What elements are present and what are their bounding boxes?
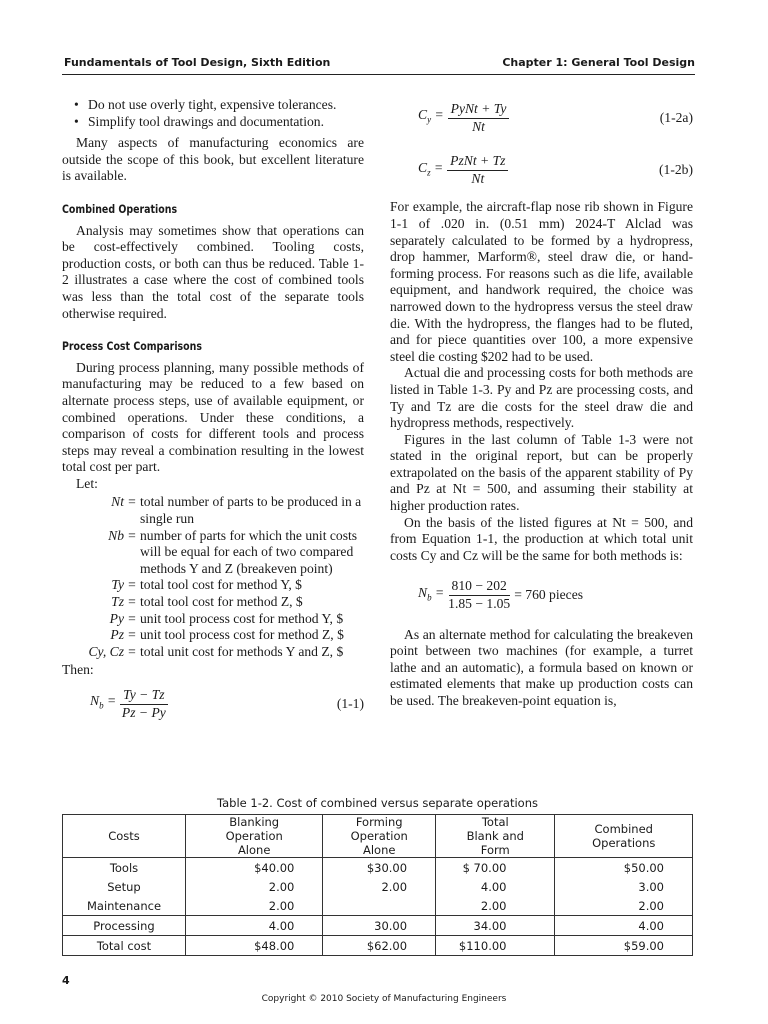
definition-row: Nt = total number of parts to be produced in a single run [62,494,364,527]
right-column [390,101,693,710]
equation-number: (1-1) [336,695,364,711]
table-caption: Table 1-2. Cost of combined versus separate operations [217,796,538,810]
table-cell: 34.00 [436,916,555,936]
table-header-cell: Costs [63,815,186,858]
definition-row: Tz = total tool cost for method Z, $ [62,594,364,611]
table-row [63,877,693,896]
table-cell: Tools [63,858,186,878]
running-header-title: Fundamentals of Tool Design, Sixth Edition [64,56,331,69]
paragraph: On the basis of the listed figures at Nt = 500, and from Equation 1-1, the production at which total unit costs Cy and Cz will be the same for both methods is: [390,514,693,563]
definition-symbol: Tz [111,594,124,610]
definition-symbol: Cy, Cz [88,643,124,659]
table-header-row [63,815,693,858]
table-cell: Total cost [63,936,186,956]
definition-symbol: Py [109,610,124,626]
table-header-cell: Total Blank and Form [436,815,555,858]
bullet-item: • Simplify tool drawings and documentation. [74,113,324,129]
equation-1-2a: $C_y$ = $\frac{\text{PyNt + Ty}}{Nt}$ (1-2a) [418,101,693,134]
table-cell: $50.00 [555,858,693,878]
variable-definitions [62,494,364,660]
left-column [62,97,364,721]
definition-text: total tool cost for method Z, $ [140,594,303,610]
definition-text: total tool cost for method Y, $ [140,577,302,593]
definition-row: Py = unit tool process cost for method Y, $ [62,611,364,628]
equation-number: (1-2b) [659,161,693,177]
section-heading: Process Cost Comparisons [62,339,202,354]
table-cell: Setup [63,877,186,896]
table-header-cell: Combined Operations [555,815,693,858]
table-row [63,916,693,936]
definition-text: total unit cost for methods Y and Z, $ [140,643,344,659]
equation-1-2b: $C_z$ = $\frac{\text{PzNt + Tz}}{Nt}$ (1-2b) [418,153,693,186]
page-number: 4 [62,974,70,987]
table-cell: 4.00 [436,877,555,896]
equation-result: = 760 pieces [514,587,584,603]
table-cell: $30.00 [323,858,436,878]
table-cell: $59.00 [555,936,693,956]
definition-text: total number of parts to be produced in a single run [140,494,362,527]
equation-denominator: Nt [471,170,485,186]
definition-row: Cy, Cz = total unit cost for methods Y and Z, $ [62,644,364,661]
definition-text: unit tool process cost for method Y, $ [140,610,344,626]
table-row [63,896,693,916]
definition-text: unit tool process cost for method Z, $ [140,627,344,643]
section-heading: Combined Operations [62,201,178,216]
paragraph: Analysis may sometimes show that operations can be cost-effectively combined. Tooling costs, production costs, or both can thus be reduced. Table 1-2 illustrates a case where the cost of combined tools was less than the total cost of the separate tools otherwise required. [62,222,364,321]
definition-row: Ty = total tool cost for method Y, $ [62,577,364,594]
definition-text: number of parts for which the unit costs will be equal for each of two compared methods Y and Z (breakeven point) [140,527,358,576]
table-cell: 4.00 [186,916,323,936]
table-cell: $ 70.00 [436,858,555,878]
definition-row: Nb = number of parts for which the unit costs will be equal for each of two compared methods Y and Z (breakeven point) [62,528,364,578]
table-row-total [63,936,693,956]
equation-numerator: PzNt + Tz [447,153,508,171]
definition-row: Pz = unit tool process cost for method Z, $ [62,627,364,644]
paragraph: As an alternate method for calculating the breakeven point between two machines (for example, a turret lathe and an automatic), a formula based on known or estimated elements that make up production costs can be used. The breakeven-point equation is, [390,626,693,708]
equation-denominator: 1.85 − 1.05 [448,596,511,612]
equation-denominator: Nt [472,118,485,134]
definition-symbol: Nb [108,527,124,543]
equation-numerator: Ty − Tz [120,687,167,705]
table-cell: $48.00 [186,936,323,956]
paragraph: Many aspects of manufacturing economics are outside the scope of this book, but excellent literature is available. [62,135,364,184]
table-header-cell: Forming Operation Alone [323,815,436,858]
table-cell: 2.00 [555,896,693,916]
copyright-notice: Copyright © 2010 Society of Manufacturing Engineers [261,994,507,1004]
paragraph: Figures in the last column of Table 1-3 were not stated in the original report, but can be properly extrapolated on the basis of the apparent stability of Py and Pz at Nt = 500, and assuming their stability at higher production rates. [390,431,693,514]
table-cell: Maintenance [63,896,186,916]
definition-symbol: Ty [111,577,124,593]
equation-numerator: PyNt + Ty [448,101,510,119]
table-cell: 30.00 [323,916,436,936]
equation-denominator: Pz − Py [121,704,166,720]
equation-number: (1-2a) [659,109,693,125]
paragraph: Actual die and processing costs for both methods are listed in Table 1-3. Py and Pz are processing costs, and Ty and Tz are die costs for the steel draw die and hydropress methods, respectively. [390,365,693,431]
table-header-cell: Blanking Operation Alone [186,815,323,858]
table-cell: Processing [63,916,186,936]
equation-numerator: 810 − 202 [449,578,510,596]
equation-1-1: $N_b$ = $\frac{Ty - Tz}{Pz - Py}$ (1-1) [90,687,364,720]
table-cell: $110.00 [436,936,555,956]
bullet-item: • Do not use overly tight, expensive tolerances. [74,97,337,112]
let-label: Let: [76,475,98,491]
breakeven-result-equation: $N_b$ = $\frac{810 - 202}{1.85 - 1.05}$ = 760 pieces [418,578,584,612]
table-cell: 2.00 [186,896,323,916]
definition-symbol: Pz [110,627,124,643]
table-cell: 2.00 [323,877,436,896]
table-cell [323,896,436,916]
table-cell: $62.00 [323,936,436,956]
then-label: Then: [62,662,94,678]
table-cell: $40.00 [186,858,323,878]
paragraph: During process planning, many possible methods of manufacturing may be reduced to a few based on alternate process steps, use of available equipment, or combined operations. Under these conditions, a comparison of costs for different tools and process steps may reveal a combination resulting in the lowest total cost per part. [62,359,364,475]
running-header-chapter: Chapter 1: General Tool Design [502,56,695,69]
table-cell: 4.00 [555,916,693,936]
header-rule [62,74,695,75]
table-cell: 3.00 [555,877,693,896]
cost-table [62,814,693,956]
table-cell: 2.00 [436,896,555,916]
definition-symbol: Nt [111,494,124,510]
table-row [63,858,693,878]
table-cell: 2.00 [186,877,323,896]
paragraph: For example, the aircraft-flap nose rib shown in Figure 1-1 of .020 in. (0.51 mm) 2024-T Alclad was separately calculated to be formed by a hydropress, drop hammer, Marform®, steel draw die, or hand-forming process. For reasons such as die life, available equipment, and handwork required, the choice was narrowed down to the hydropress versus the steel draw die. With the hydropress, the flanges had to be fluted, and for piece quantities over 100, a more expensive steel die costing $202 had to be used. [390,199,693,364]
